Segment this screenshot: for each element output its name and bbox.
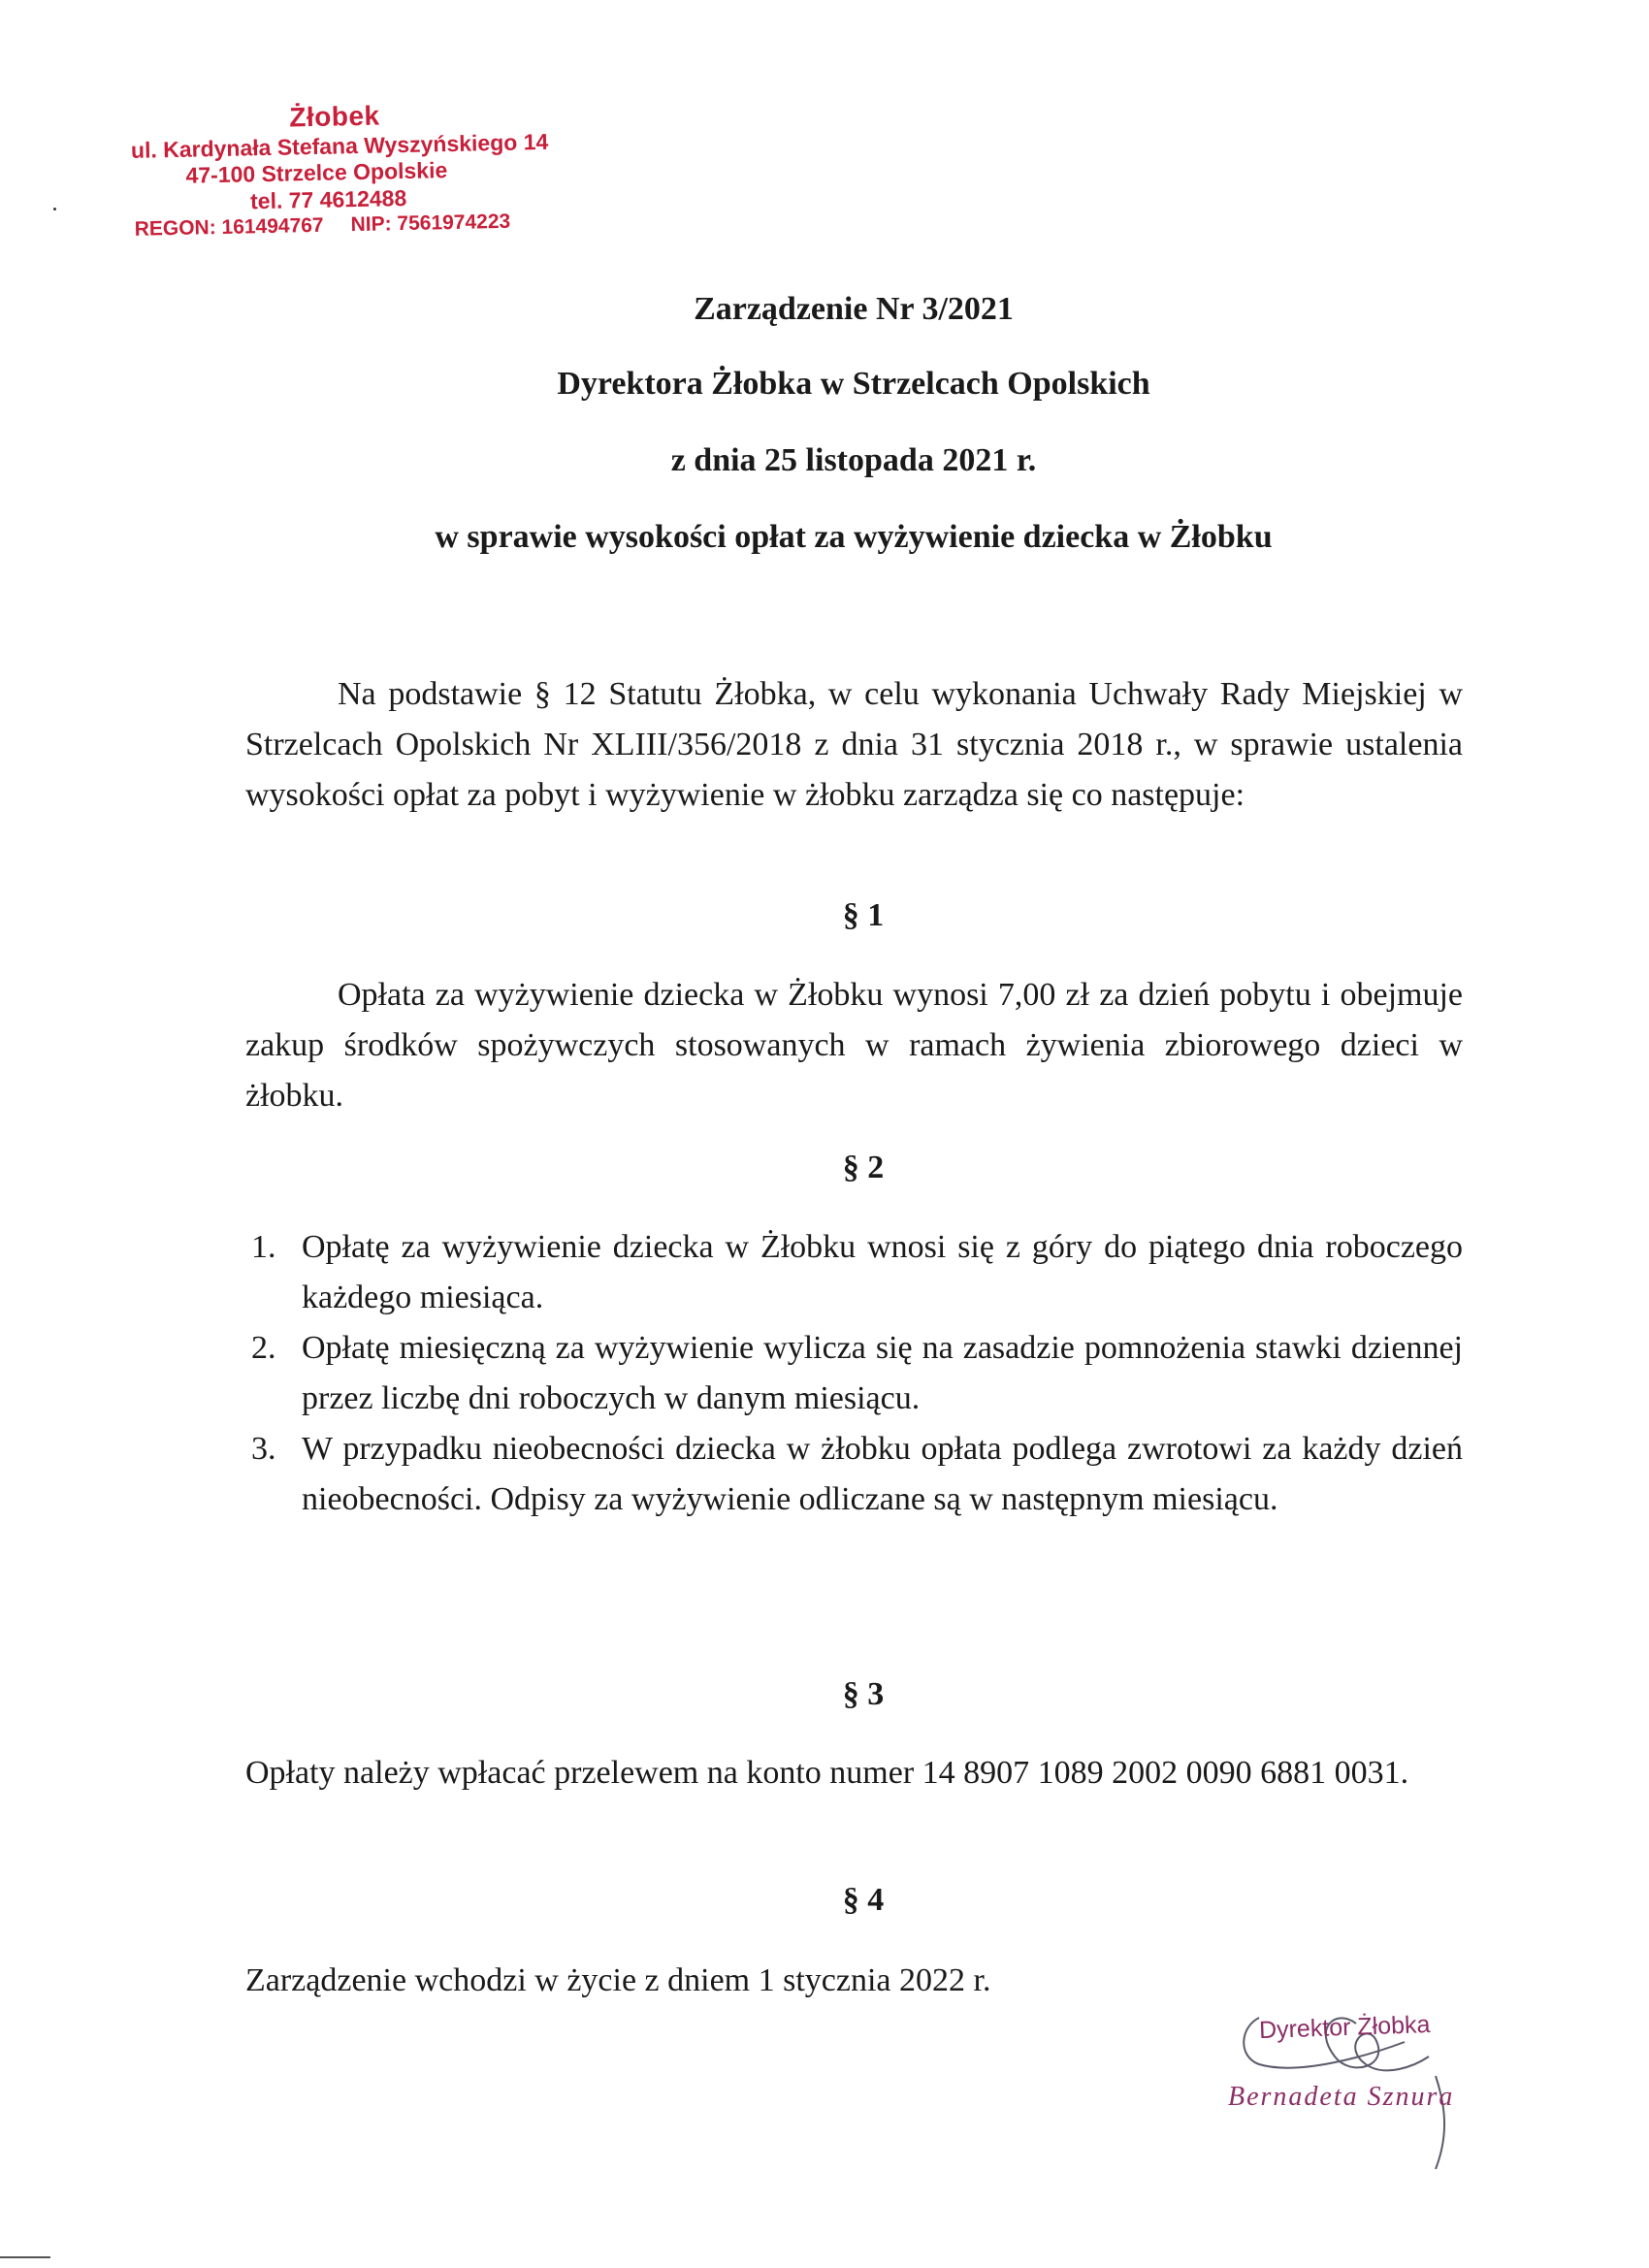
stamp-phone: tel. 77 4612488 xyxy=(249,184,407,214)
intro-paragraph: Na podstawie § 12 Statutu Żłobka, w celu wykonania Uchwały Rady Miejskiej w Strzelcach Opolskich Nr XLIII/356/2018 z dnia 31 stycznia 2018 r., w sprawie ustalenia wysokości opłat za pobyt i wyżywienie w żłobku zarządza się co następuje: xyxy=(245,676,1463,813)
document-subject: w sprawie wysokości opłat za wyżywienie dziecka w Żłobku xyxy=(435,519,1273,555)
list-item-text: Opłatę miesięczną za wyżywienie wylicza się na zasadzie pomnożenia stawki dziennej przez liczbę dni roboczych w danym miesiącu. xyxy=(302,1330,1463,1416)
list-item-text: W przypadku nieobecności dziecka w żłobku opłata podlega zwrotowi za każdy dzień nieobecności. Odpisy za wyżywienie odliczane są w następnym miesiącu. xyxy=(302,1431,1463,1517)
signature-title: Dyrektor Żłobka xyxy=(1258,2010,1431,2045)
section-3-text: Opłaty należy wpłacać przelewem na konto numer 14 8907 1089 2002 0090 6881 0031. xyxy=(245,1755,1409,1791)
document-title: Zarządzenie Nr 3/2021 xyxy=(694,291,1014,327)
list-item-number: 3. xyxy=(251,1431,276,1467)
section-4-heading: § 4 xyxy=(842,1882,885,1918)
list-item-number: 1. xyxy=(251,1229,276,1265)
stamp-city: 47-100 Strzelce Opolskie xyxy=(185,157,448,188)
signature-name: Bernadeta Sznura xyxy=(1228,2082,1455,2112)
director-signature xyxy=(1220,1989,1502,2183)
list-item xyxy=(245,1222,1463,1323)
scan-edge-line xyxy=(0,2256,50,2258)
list-item xyxy=(245,1323,1463,1424)
section-4-text: Zarządzenie wchodzi w życie z dniem 1 stycznia 2022 r. xyxy=(245,1962,991,1998)
stamp-address: ul. Kardynała Stefana Wyszyńskiego 14 xyxy=(130,128,549,163)
section-1-text: Opłata za wyżywienie dziecka w Żłobku wynosi 7,00 zł za dzień pobytu i obejmuje zakup środków spożywczych stosowanych w ramach żywienia zbiorowego dzieci w żłobku. xyxy=(245,977,1463,1114)
section-1-heading: § 1 xyxy=(842,897,885,933)
document-issuer: Dyrektora Żłobka w Strzelcach Opolskich xyxy=(557,366,1150,402)
scan-speck xyxy=(53,208,56,211)
section-2-heading: § 2 xyxy=(842,1150,885,1185)
stamp-regon: REGON: 161494767 xyxy=(134,214,324,242)
institution-stamp xyxy=(126,95,585,242)
stamp-name: Żłobek xyxy=(288,100,380,133)
document-date: z dnia 25 listopada 2021 r. xyxy=(670,442,1037,478)
list-item-number: 2. xyxy=(251,1330,276,1366)
stamp-nip: NIP: 7561974223 xyxy=(350,211,511,237)
section-3-heading: § 3 xyxy=(842,1676,885,1712)
list-item-text: Opłatę za wyżywienie dziecka w Żłobku wnosi się z góry do piątego dnia roboczego każdego miesiąca. xyxy=(302,1229,1463,1315)
list-item xyxy=(245,1424,1463,1525)
section-2-list xyxy=(245,1222,1463,1525)
